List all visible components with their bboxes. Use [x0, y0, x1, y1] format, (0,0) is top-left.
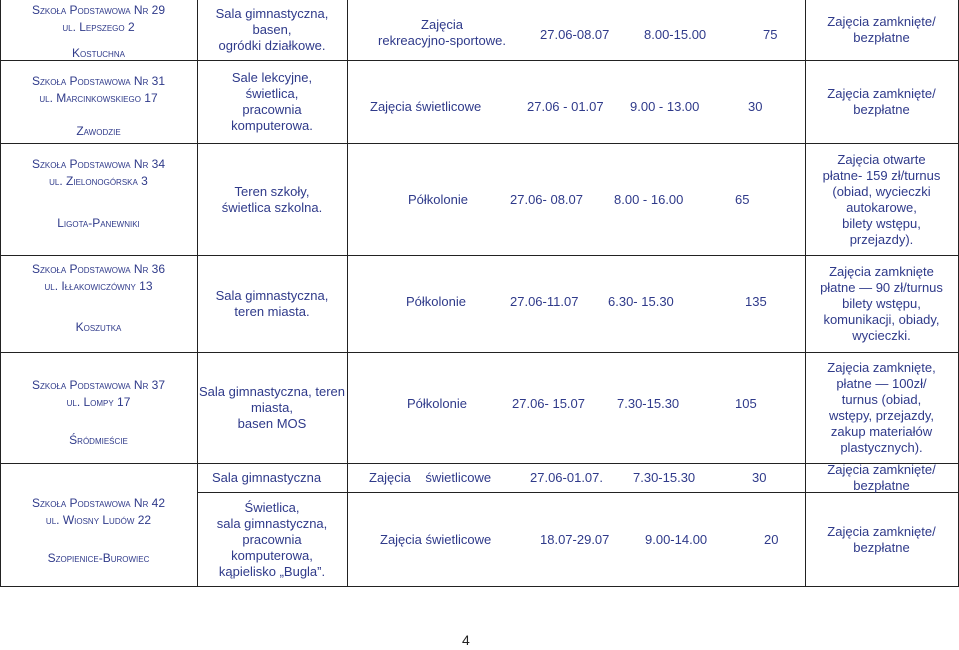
school-name: Szkoła Podstawowa Nr 36 [31, 262, 166, 276]
fee-cell [805, 0, 958, 60]
fee-cell [805, 464, 958, 492]
place-cell [197, 353, 347, 463]
activity: Zajęcia świetlicowe [370, 99, 482, 114]
fee-line: autokarowe, [846, 199, 917, 215]
school-cell [0, 353, 197, 463]
fee-line: Zajęcia otwarte [837, 151, 926, 167]
participant-count: 20 [764, 532, 779, 547]
fee-cell [805, 144, 958, 255]
dates: 27.06-08.07 [540, 27, 610, 42]
place-line: komputerowa. [231, 118, 313, 133]
school-district: Śródmieście [69, 433, 128, 447]
dates: 27.06- 15.07 [512, 396, 586, 411]
place-line: ogródki działkowe. [218, 38, 326, 53]
school-cell [0, 464, 197, 586]
school-cell [0, 144, 197, 255]
hours: 8.00-15.00 [644, 27, 707, 42]
place-line: Sala gimnastyczna, teren [199, 384, 345, 399]
participant-count: 65 [735, 192, 750, 207]
school-cell [0, 61, 197, 143]
place-line: Teren szkoły, [234, 183, 310, 199]
school-cell [0, 0, 197, 60]
participant-count: 135 [745, 294, 767, 309]
school-street: ul. Iłłakowiczówny 13 [44, 279, 153, 293]
place-line: komputerowa, [231, 547, 313, 563]
school-name: Szkoła Podstawowa Nr 34 [31, 157, 166, 171]
dates: 27.06-01.07. [530, 470, 604, 485]
hours: 7.30-15.30 [633, 470, 696, 485]
fee-line: bezpłatne [853, 30, 910, 45]
activity: Zajęcia świetlicowe [380, 532, 492, 547]
school-cell [0, 256, 197, 352]
fee-line: płatne — 100zł/ [836, 376, 927, 391]
hours: 7.30-15.30 [617, 396, 680, 411]
dates: 27.06 - 01.07 [527, 99, 604, 114]
fee-line: Zajęcia zamknięte, [827, 360, 936, 375]
fee-cell [805, 256, 958, 352]
fee-line: bezpłatne [853, 478, 910, 493]
fee-line: Zajęcia zamknięte/ [827, 86, 936, 101]
school-street: ul. Zielonogórska 3 [49, 174, 148, 188]
place-line: pracownia [242, 531, 302, 547]
activity-line: rekreacyjno-sportowe. [378, 33, 506, 48]
place-line: Sala gimnastyczna, [215, 288, 329, 303]
place-line: sala gimnastyczna, [216, 515, 328, 531]
fee-line: bezpłatne [853, 102, 910, 117]
school-district: Zawodzie [76, 124, 121, 138]
activity: Zajęcia świetlicowe [369, 470, 492, 485]
hours: 8.00 - 16.00 [614, 192, 684, 207]
school-district: Koszutka [75, 320, 122, 334]
fee-line: płatne — 90 zł/turnus [820, 280, 943, 295]
hours: 6.30- 15.30 [608, 294, 674, 309]
hours: 9.00 - 13.00 [630, 99, 700, 114]
activity: Półkolonie [408, 192, 468, 207]
fee-line: (obiad, wycieczki [832, 183, 931, 199]
fee-line: bilety wstępu, [842, 215, 921, 231]
place-line: basen MOS [237, 416, 307, 431]
fee-line: Zajęcia zamknięte/ [827, 14, 936, 29]
place-line: teren miasta. [234, 304, 310, 319]
place-line: kąpielisko „Bugla”. [218, 563, 326, 579]
place-line: Sale lekcyjne, [231, 70, 313, 85]
fee-line: wstępy, przejazdy, [828, 408, 934, 423]
fee-line: wycieczki. [852, 328, 911, 343]
fee-line: plastycznych). [840, 440, 923, 455]
fee-line: bilety wstępu, [842, 296, 921, 311]
page-number: 4 [462, 632, 470, 648]
school-street: ul. Marcinkowskiego 17 [39, 91, 158, 105]
fee-line: przejazdy). [849, 231, 914, 247]
fee-line: bezpłatne [853, 539, 910, 555]
school-street: ul. Wiosny Ludów 22 [45, 513, 152, 527]
fee-line: płatne- 159 zł/turnus [822, 167, 941, 183]
place-cell [197, 0, 347, 60]
activity: Półkolonie [406, 294, 466, 309]
fee-line: Zajęcia zamknięte [829, 264, 934, 279]
place-line: świetlica szkolna. [221, 199, 323, 215]
fee-line: turnus (obiad, [841, 392, 922, 407]
hours: 9.00-14.00 [645, 532, 708, 547]
place-line: Sala gimnastyczna, [215, 6, 329, 21]
school-name: Szkoła Podstawowa Nr 31 [31, 74, 166, 88]
dates: 27.06-11.07 [510, 294, 579, 309]
school-street: ul. Lepszego 2 [62, 20, 135, 34]
place-line: pracownia [242, 102, 302, 117]
school-name: Szkoła Podstawowa Nr 42 [31, 496, 166, 510]
participant-count: 30 [752, 470, 767, 485]
place-line: Świetlica, [244, 499, 300, 515]
place-line: basen, [252, 22, 292, 37]
dates: 27.06- 08.07 [510, 192, 584, 207]
activity-cell [347, 15, 537, 51]
activity: Półkolonie [407, 396, 467, 411]
participant-count: 105 [735, 396, 757, 411]
fee-line: zakup materiałów [830, 424, 933, 439]
dates: 18.07-29.07 [540, 532, 610, 547]
fee-line: Zajęcia zamknięte/ [827, 523, 936, 539]
school-district: Ligota-Panewniki [57, 216, 140, 230]
place-cell [197, 493, 347, 586]
place-line: miasta, [251, 400, 293, 415]
place: Sala gimnastyczna [212, 470, 322, 485]
participant-count: 30 [748, 99, 763, 114]
school-name: Szkoła Podstawowa Nr 29 [31, 3, 166, 17]
place-cell [197, 144, 347, 255]
activity-line: Zajęcia [421, 17, 463, 32]
place-cell [197, 256, 347, 352]
school-name: Szkoła Podstawowa Nr 37 [31, 378, 166, 392]
participant-count: 75 [763, 27, 778, 42]
school-street: ul. Lompy 17 [66, 395, 131, 409]
fee-line: Zajęcia zamknięte/ [827, 462, 936, 477]
place-line: świetlica, [245, 86, 299, 101]
fee-cell [805, 353, 958, 463]
place-cell [197, 61, 347, 143]
fee-cell [805, 61, 958, 143]
fee-cell [805, 493, 958, 586]
school-district: Kostuchna [72, 46, 125, 60]
fee-line: komunikacji, obiady, [823, 312, 940, 327]
school-district: Szopienice-Burowiec [47, 551, 150, 565]
